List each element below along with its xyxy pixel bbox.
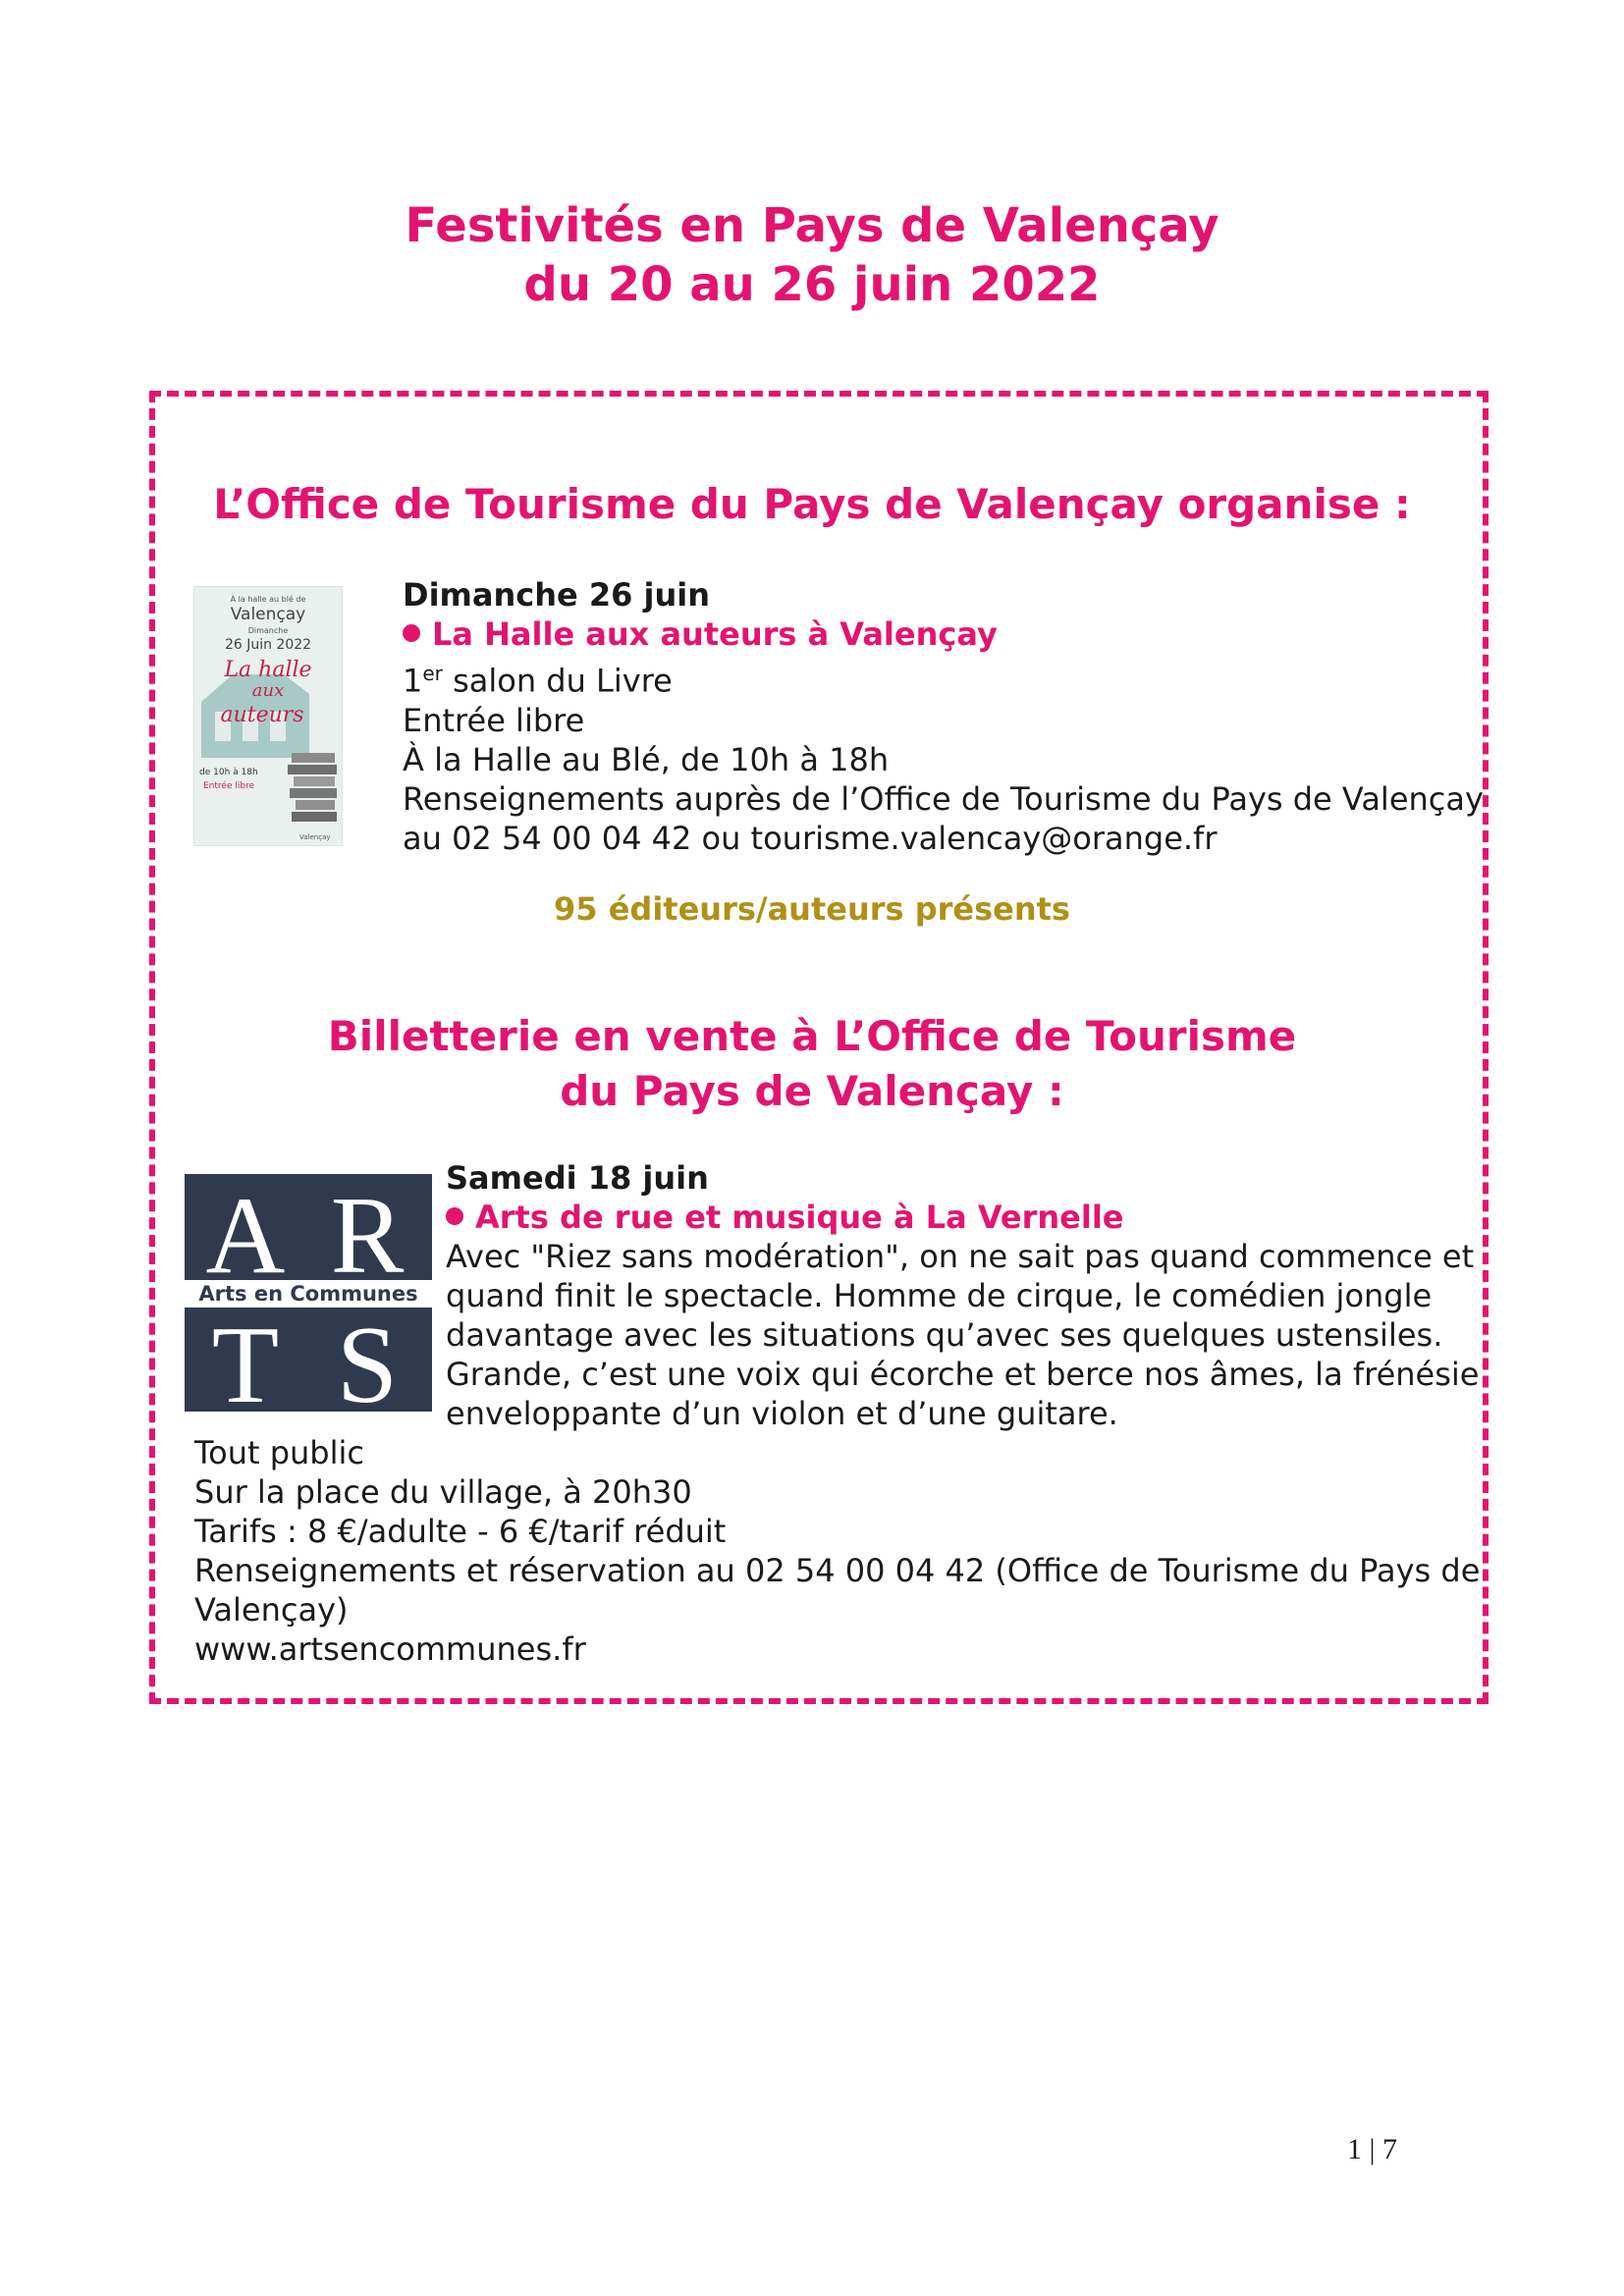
event2-name: Arts de rue et musique à La Vernelle (475, 1199, 1124, 1236)
event2-desc-5: enveloppante d’un violon et d’une guitare. (446, 1395, 1118, 1432)
poster-footer: Valençay (299, 833, 331, 841)
event2-name-line (446, 1198, 1479, 1237)
event2-detail-prices: Tarifs : 8 €/adulte - 6 €/tarif réduit (194, 1513, 727, 1550)
halle-aux-auteurs-poster (193, 586, 343, 846)
event2-details (194, 1433, 1480, 1669)
event2-detail-info: Renseignements et réservation au 02 54 00 04 42 (Office de Tourisme du Pays de (194, 1552, 1481, 1589)
edition-rest: salon du Livre (442, 662, 673, 700)
bullet-dot-icon (403, 624, 420, 642)
event1-entry: Entrée libre (403, 701, 585, 739)
title-line-2: du 20 au 26 juin 2022 (523, 257, 1101, 312)
event2-detail-info-cont: Valençay) (194, 1591, 349, 1629)
poster-weekday: Dimanche (247, 626, 289, 635)
poster-date: 26 Juin 2022 (224, 637, 312, 653)
poster-town: Valençay (230, 605, 306, 624)
event1-name-line (403, 614, 1484, 654)
poster-title-1: La halle (224, 658, 312, 682)
section1-heading: L’Office de Tourisme du Pays de Valençay organise : (213, 480, 1411, 528)
edition-number: 1 (403, 662, 423, 700)
poster-title-2: aux (251, 680, 285, 701)
logo-letter-a: A (205, 1175, 286, 1297)
section2-heading-line-2: du Pays de Valençay : (560, 1067, 1064, 1115)
event2-desc-2: quand finit le spectacle. Homme de cirque, le comédien jongle (446, 1277, 1433, 1314)
logo-band-text: Arts en Communes (198, 1282, 418, 1306)
arts-en-communes-logo (185, 1174, 432, 1412)
event2-detail-audience: Tout public (194, 1434, 364, 1471)
event2-detail-website[interactable]: www.artsencommunes.fr (194, 1630, 586, 1668)
event1-name: La Halle aux auteurs à Valençay (432, 615, 998, 653)
poster-entry: Entrée libre (203, 781, 255, 791)
event1-location: À la Halle au Blé, de 10h à 18h (403, 740, 890, 778)
poster-hours: de 10h à 18h (199, 768, 258, 777)
event1-info-1: Renseignements auprès de l’Office de Tourisme du Pays de Valençay (403, 779, 1484, 818)
page-number: 1 | 7 (1347, 2133, 1398, 2165)
edition-suffix: er (422, 662, 443, 685)
logo-letter-t: T (211, 1305, 280, 1412)
logo-letter-s: S (336, 1305, 399, 1412)
section2-heading (0, 1009, 1624, 1119)
title-line-1: Festivités en Pays de Valençay (405, 198, 1219, 253)
event2-desc-4: Grande, c’est une voix qui écorche et berce nos âmes, la frénésie (446, 1356, 1480, 1393)
poster-title-3: auteurs (220, 703, 304, 727)
event2-desc-1: Avec "Riez sans modération", on ne sait pas quand commence et (446, 1238, 1475, 1275)
logo-letter-r: R (330, 1175, 405, 1297)
event1-date: Dimanche 26 juin (403, 576, 711, 614)
event2-block (446, 1158, 1479, 1433)
highlight-publishers: 95 éditeurs/auteurs présents (554, 890, 1070, 928)
event2-desc-3: davantage avec les situations qu’avec ses quelques ustensiles. (446, 1316, 1443, 1354)
section2-heading-line-1: Billetterie en vente à L’Office de Tourisme (327, 1012, 1297, 1060)
event1-info-2: au 02 54 00 04 42 ou tourisme.valencay@orange.fr (403, 819, 1218, 857)
event1-block (403, 575, 1484, 858)
poster-text-top: À la halle au blé de (230, 595, 306, 604)
event2-date: Samedi 18 juin (446, 1159, 709, 1197)
bullet-dot-icon (446, 1207, 463, 1225)
event2-detail-place: Sur la place du village, à 20h30 (194, 1473, 692, 1511)
page-title (0, 196, 1624, 314)
event1-edition (403, 654, 1484, 701)
